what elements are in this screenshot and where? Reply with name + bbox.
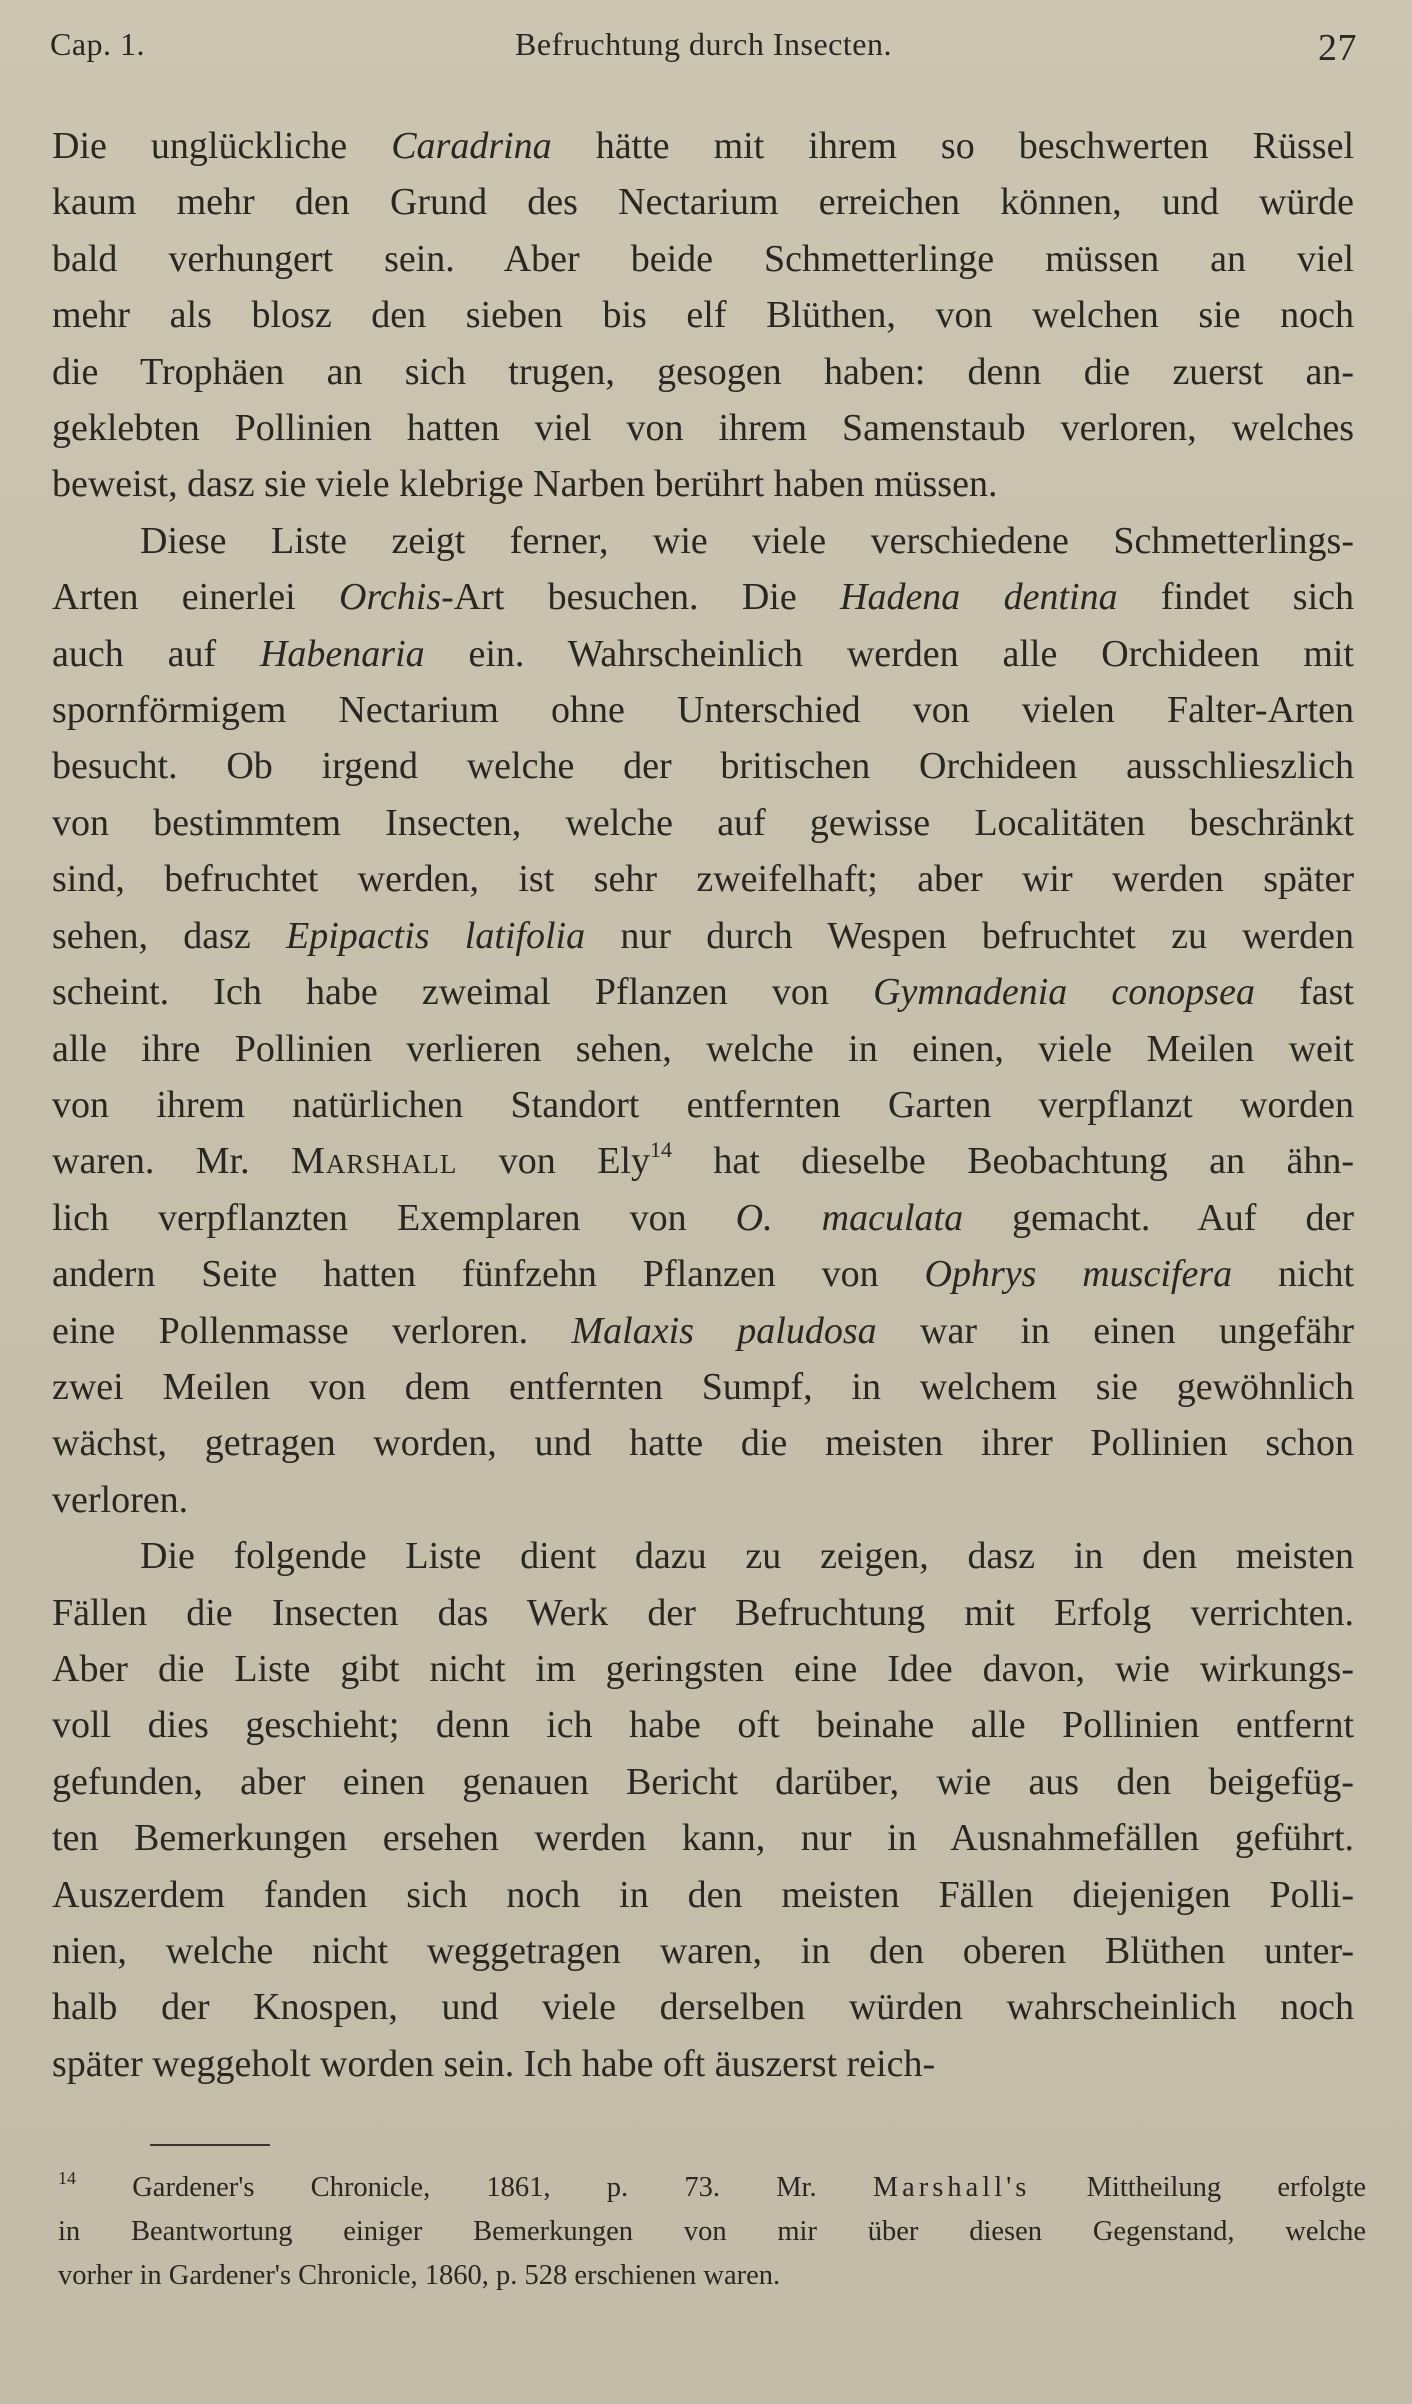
text-line xyxy=(52,964,1354,1020)
text-line xyxy=(58,2254,1366,2298)
text-line xyxy=(52,1641,1354,1697)
italic-text: Habenaria xyxy=(259,632,425,675)
text-run: Die unglückliche xyxy=(52,125,392,167)
italic-text: Orchis xyxy=(339,576,442,619)
footnote-marker: 14 xyxy=(649,1137,672,1163)
text-run: Fällen die Insecten das Werk der Befruchtung mit Erfolg verrichten. xyxy=(52,1591,1354,1634)
text-line xyxy=(52,1697,1354,1753)
text-line xyxy=(52,1585,1354,1641)
text-run: eine Pollenmasse verloren. xyxy=(52,1309,572,1352)
text-line xyxy=(52,1359,1354,1415)
text-run: zwei Meilen von dem entfernten Sumpf, in welchem sie gewöhnlich xyxy=(52,1365,1354,1408)
text-line xyxy=(52,851,1354,907)
text-run: hat dieselbe Beobachtung an ähn- xyxy=(671,1140,1354,1183)
text-run: voll dies geschieht; denn ich habe oft beinahe alle Pollinien entfernt xyxy=(52,1704,1354,1747)
page-number: 27 xyxy=(1318,27,1357,69)
italic-text: Gymnadenia conopsea xyxy=(873,971,1255,1014)
text-line xyxy=(52,456,1354,512)
text-run: ein. Wahrscheinlich werden alle Orchideen mit xyxy=(424,632,1354,675)
footnotes xyxy=(58,2166,1366,2298)
text-run: halb der Knospen, und viele derselben würden wahrscheinlich noch xyxy=(52,1986,1354,2029)
text-line xyxy=(52,2036,1354,2092)
text-run: geklebten Pollinien hatten viel von ihrem Samenstaub verloren, welches xyxy=(52,407,1354,450)
text-line xyxy=(52,1246,1354,1302)
text-run: Auszerdem fanden sich noch in den meisten Fällen diejenigen Polli- xyxy=(52,1873,1354,1916)
text-run: besucht. Ob irgend welche der britischen Orchideen ausschlieszlich xyxy=(52,745,1354,788)
body-text xyxy=(52,118,1354,2092)
text-line xyxy=(52,1021,1354,1077)
text-line xyxy=(52,626,1354,682)
text-run: fast xyxy=(1254,971,1354,1014)
text-run: -Art besuchen. Die xyxy=(441,576,840,619)
text-line xyxy=(52,908,1354,964)
text-run: beweist, dasz sie viele klebrige Narben berührt haben müssen. xyxy=(52,463,998,506)
text-line xyxy=(58,2166,1366,2210)
italic-text: Ophrys muscifera xyxy=(924,1253,1233,1296)
text-line xyxy=(52,682,1354,738)
text-run: kaum mehr den Grund des Nectarium erreichen können, und würde xyxy=(52,181,1354,224)
text-line xyxy=(52,795,1354,851)
text-run: Gardener's Chronicle, 1861, p. 73. Mr. xyxy=(76,2172,873,2203)
text-line xyxy=(52,400,1354,456)
text-line xyxy=(52,1472,1354,1528)
text-run: vorher in Gardener's Chronicle, 1860, p. 528 erschienen waren. xyxy=(58,2260,781,2291)
text-run: Arten einerlei xyxy=(52,576,340,619)
text-run: von ihrem natürlichen Standort entfernten Garten verpflanzt worden xyxy=(52,1083,1354,1126)
text-run: wächst, getragen worden, und hatte die meisten ihrer Pollinien schon xyxy=(52,1422,1354,1465)
text-line xyxy=(52,1303,1354,1359)
text-run: nur durch Wespen befruchtet zu werden xyxy=(585,914,1354,957)
text-run: in Beantwortung einiger Bemerkungen von mir über diesen Gegenstand, welche xyxy=(58,2216,1366,2247)
text-line xyxy=(52,1867,1354,1923)
text-line xyxy=(52,569,1354,625)
text-run: Mittheilung erfolgte xyxy=(1030,2172,1366,2203)
text-run: spornförmigem Nectarium ohne Unterschied von vielen Falter-Arten xyxy=(52,689,1354,732)
text-run: sehen, dasz xyxy=(52,914,286,957)
footnote-divider xyxy=(150,2144,270,2146)
text-run: bald verhungert sein. Aber beide Schmetterlinge müssen an viel xyxy=(52,237,1354,280)
text-line xyxy=(52,1415,1354,1471)
text-run: lich verpflanzten Exemplaren von xyxy=(52,1196,736,1239)
text-run: die Trophäen an sich trugen, gesogen haben: denn die zuerst an- xyxy=(52,350,1354,393)
text-run: Die folgende Liste dient dazu zu zeigen, dasz in den meisten xyxy=(140,1535,1354,1578)
text-run: nien, welche nicht weggetragen waren, in den oberen Blüthen unter- xyxy=(52,1930,1354,1972)
text-line xyxy=(52,738,1354,794)
text-line xyxy=(52,1077,1354,1133)
text-run: gemacht. Auf der xyxy=(963,1196,1354,1239)
italic-text: Epipactis latifolia xyxy=(286,914,586,957)
footnote-marker: 14 xyxy=(58,2168,76,2188)
text-run: auch auf xyxy=(52,632,260,675)
text-line xyxy=(52,344,1354,400)
text-run: später weggeholt worden sein. Ich habe oft äuszerst reich- xyxy=(52,2042,936,2085)
text-line xyxy=(52,1528,1354,1584)
paragraph xyxy=(52,1528,1354,2092)
text-run: Aber die Liste gibt nicht im geringsten eine Idee davon, wie wirkungs- xyxy=(52,1647,1354,1690)
text-run: war in einen ungefähr xyxy=(876,1309,1354,1352)
text-line xyxy=(52,231,1354,287)
footnote xyxy=(58,2166,1366,2298)
italic-text: O. maculata xyxy=(735,1196,964,1239)
text-line xyxy=(52,287,1354,343)
text-line xyxy=(52,1979,1354,2035)
text-run: andern Seite hatten fünfzehn Pflanzen von xyxy=(52,1253,925,1296)
text-line xyxy=(52,1190,1354,1246)
text-run: Diese Liste zeigt ferner, wie viele verschiedene Schmetterlings- xyxy=(140,519,1354,562)
text-line xyxy=(52,1923,1354,1979)
text-run: mehr als blosz den sieben bis elf Blüthen, von welchen sie noch xyxy=(52,294,1354,337)
italic-text: Caradrina xyxy=(391,125,552,167)
text-run: sind, befruchtet werden, ist sehr zweifelhaft; aber wir werden später xyxy=(52,858,1354,901)
text-line xyxy=(52,1754,1354,1810)
italic-text: Hadena dentina xyxy=(840,576,1118,619)
running-header xyxy=(50,26,1357,76)
text-run: gefunden, aber einen genauen Bericht darüber, wie aus den beigefüg- xyxy=(52,1760,1354,1803)
text-run: scheint. Ich habe zweimal Pflanzen von xyxy=(52,971,874,1014)
spaced-name: Marshall's xyxy=(872,2172,1031,2203)
text-run: waren. Mr. xyxy=(52,1140,292,1183)
running-title: Befruchtung durch Insecten. xyxy=(515,26,892,62)
paragraph xyxy=(52,118,1354,513)
text-run: von bestimmtem Insecten, welche auf gewisse Localitäten beschränkt xyxy=(52,801,1354,844)
chapter-label: Cap. 1. xyxy=(50,26,146,62)
text-line xyxy=(52,1810,1354,1866)
text-line xyxy=(58,2210,1366,2254)
text-run: nicht xyxy=(1232,1253,1355,1296)
text-line xyxy=(52,513,1354,569)
text-line xyxy=(52,174,1354,230)
smallcaps-name: Marshall xyxy=(291,1140,458,1183)
text-run: ten Bemerkungen ersehen werden kann, nur in Ausnahmefällen geführt. xyxy=(52,1817,1354,1860)
paragraph xyxy=(52,513,1354,1528)
text-run: findet sich xyxy=(1117,576,1354,619)
text-line xyxy=(52,118,1354,174)
text-run: von Ely xyxy=(457,1140,650,1183)
italic-text: Malaxis paludosa xyxy=(571,1309,877,1352)
text-run: hätte mit ihrem so beschwerten Rüssel xyxy=(551,125,1354,167)
text-run: verloren. xyxy=(52,1478,189,1521)
text-line xyxy=(52,1133,1354,1189)
text-run: alle ihre Pollinien verlieren sehen, welche in einen, viele Meilen weit xyxy=(52,1027,1354,1070)
